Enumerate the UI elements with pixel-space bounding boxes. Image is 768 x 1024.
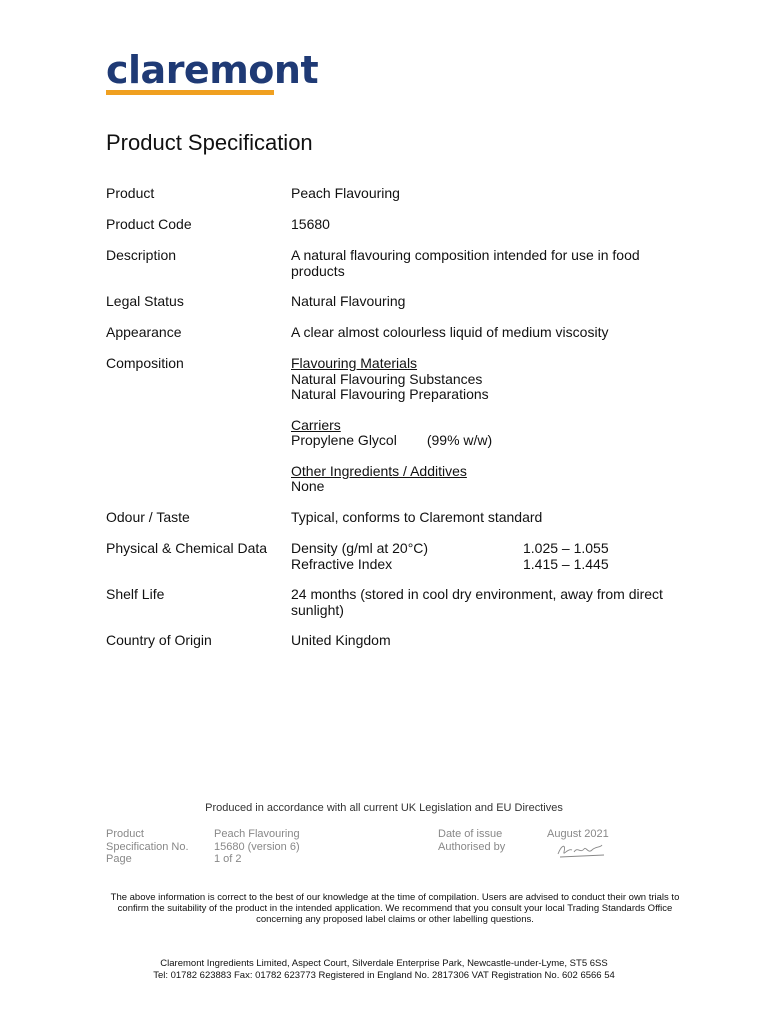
spec-label: Odour / Taste [106, 509, 190, 525]
meta-labels [106, 828, 189, 866]
disclaimer-text: The above information is correct to the best of our knowledge at the time of compilation. Users are advised to conduct their own trials to confirm the suitability of the product in the intended application. We recommend that you consult your local Trading Standards Office concerning any proposed label claims or other labelling questions. [110, 892, 680, 925]
physchem-line [291, 541, 681, 557]
meta-label: Date of issue [438, 828, 503, 840]
spec-value: A clear almost colourless liquid of medium viscosity [291, 324, 609, 340]
spec-label: Shelf Life [106, 586, 165, 602]
meta-labels-right [438, 828, 505, 853]
meta-label: Authorised by [438, 840, 506, 853]
meta-value: 15680 (version 6) [214, 840, 300, 853]
physchem-name: Refractive Index [291, 555, 393, 572]
signature-image [556, 840, 608, 860]
composition-heading: Carriers [291, 416, 341, 433]
carrier-line [291, 433, 681, 449]
spec-value: Natural Flavouring [291, 293, 406, 309]
meta-value: 1 of 2 [214, 853, 242, 865]
physchem-name: Density (g/ml at 20°C) [291, 540, 429, 556]
spec-label: Appearance [106, 324, 182, 340]
composition-item: Natural Flavouring Substances [291, 370, 483, 387]
carrier-percentage: (99% w/w) [426, 432, 493, 448]
spec-label: Product Code [106, 216, 192, 232]
spec-value: Typical, conforms to Claremont standard [291, 509, 543, 525]
meta-label: Product [106, 828, 144, 840]
spec-label: Description [106, 247, 177, 263]
spec-label: Product [106, 185, 155, 201]
logo-wordmark: claremont [106, 48, 319, 92]
legislation-note: Produced in accordance with all current UK Legislation and EU Directives [205, 802, 563, 814]
composition-heading: Other Ingredients / Additives [291, 462, 467, 479]
carrier-name: Propylene Glycol [291, 432, 397, 448]
meta-label: Specification No. [106, 840, 189, 853]
physchem-line [291, 557, 681, 573]
spec-value: 24 months (stored in cool dry environment, away from direct sunlight) [291, 586, 663, 618]
composition-item: Natural Flavouring Preparations [291, 386, 489, 402]
page-title: Product Specification [106, 130, 313, 155]
meta-value: August 2021 [547, 828, 609, 840]
spec-value: United Kingdom [291, 632, 391, 648]
spec-value: A natural flavouring composition intended for use in food products [291, 247, 640, 279]
address-line: Tel: 01782 623883 Fax: 01782 623773 Registered in England No. 2817306 VAT Registration No. 602 6566 54 [153, 970, 615, 981]
company-logo [106, 48, 318, 95]
address-line: Claremont Ingredients Limited, Aspect Court, Silverdale Enterprise Park, Newcastle-under-Lyme, ST5 6SS [160, 958, 608, 969]
physchem-range: 1.415 – 1.445 [523, 555, 609, 572]
composition-block [291, 356, 681, 495]
meta-values [214, 828, 300, 866]
spec-value: Peach Flavouring [291, 185, 400, 201]
spec-label: Country of Origin [106, 632, 212, 648]
spec-label: Legal Status [106, 293, 184, 309]
spec-value: 15680 [291, 216, 330, 232]
composition-item: None [291, 478, 325, 494]
meta-label: Page [106, 853, 132, 865]
physchem-block [291, 541, 681, 572]
physchem-range: 1.025 – 1.055 [523, 540, 609, 556]
meta-values-right [547, 828, 609, 841]
spec-label: Physical & Chemical Data [106, 540, 268, 556]
company-address [0, 958, 768, 982]
meta-value: Peach Flavouring [214, 828, 300, 840]
spec-label: Composition [106, 355, 184, 371]
composition-heading: Flavouring Materials [291, 355, 418, 371]
